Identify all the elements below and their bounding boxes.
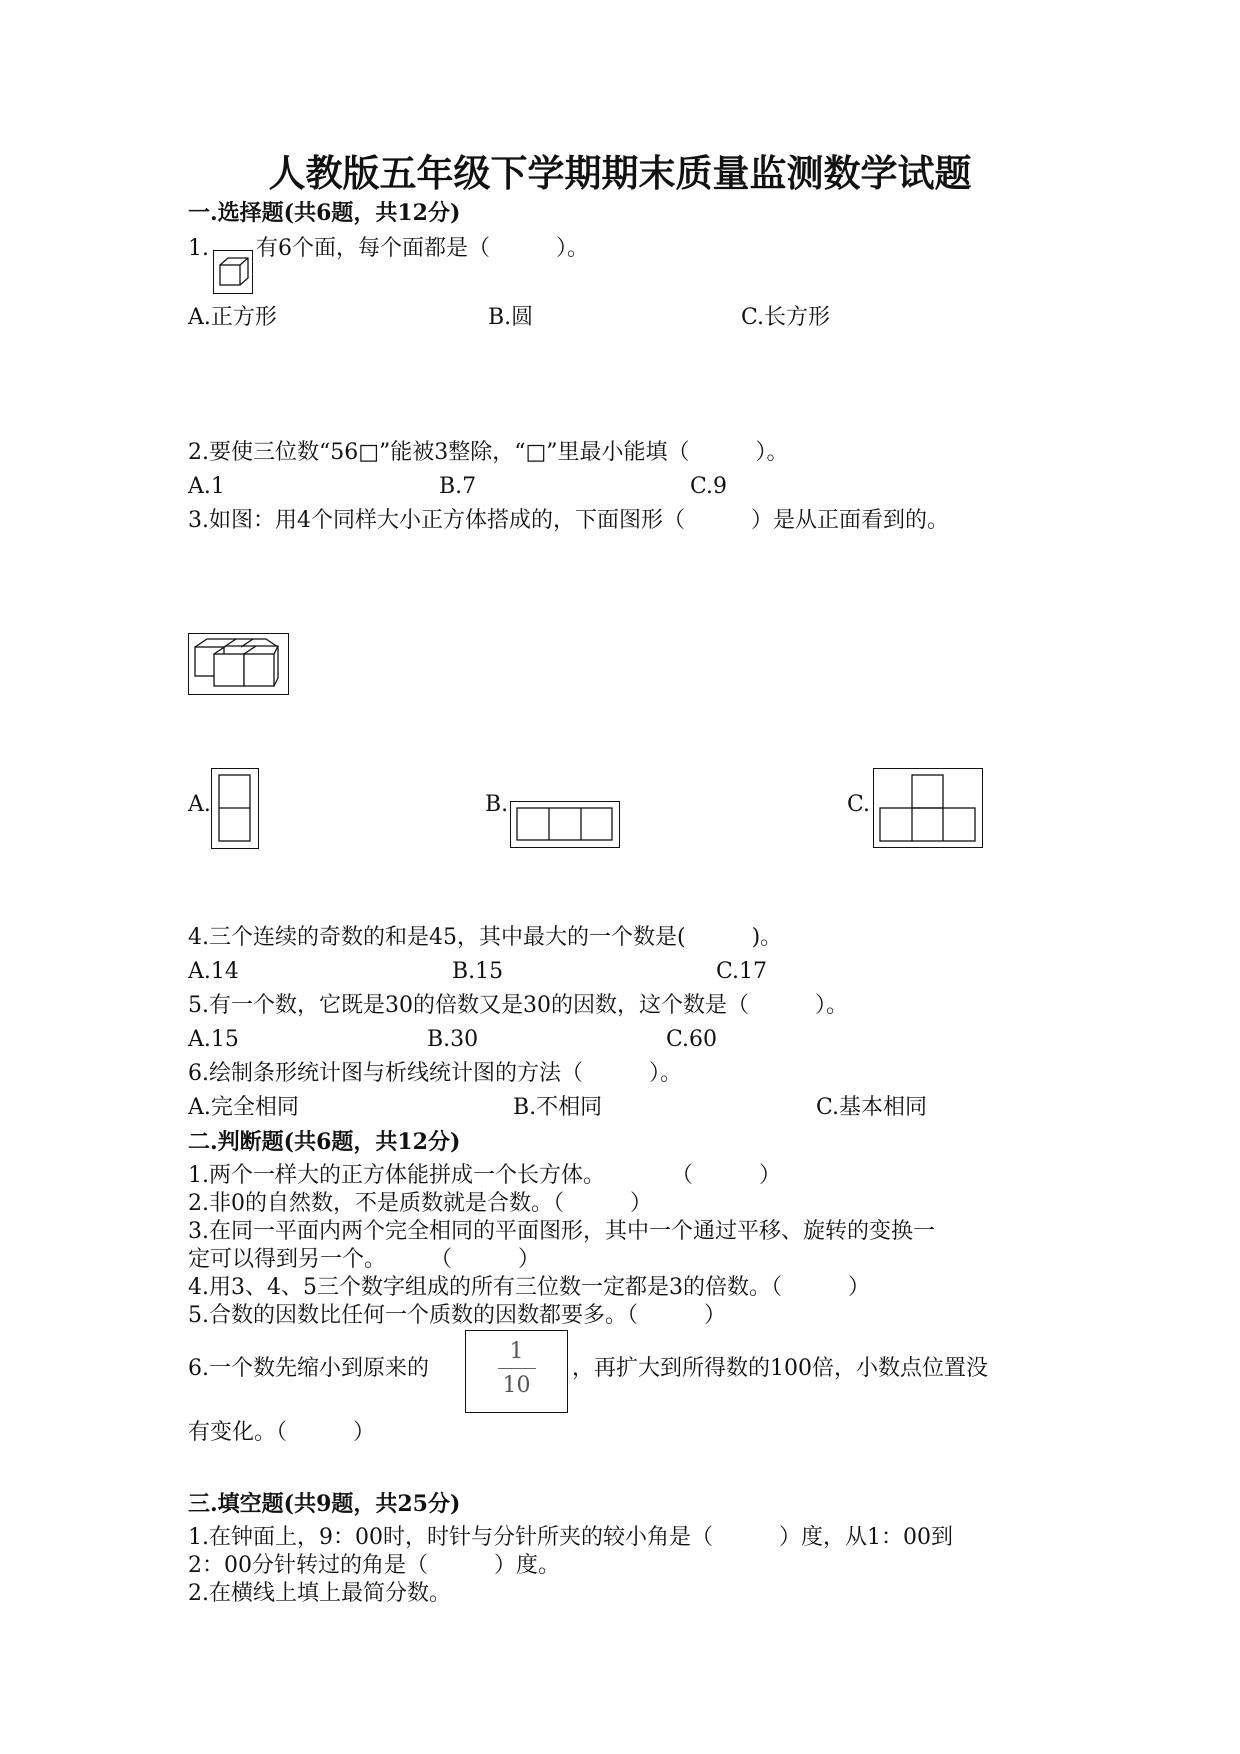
q3-option-b: B. [485,792,509,817]
section-header-fill: 三.填空题(共9题，共25分) [188,1491,461,1517]
q1-text: 有6个面，每个面都是（ ）。 [256,236,589,261]
judge-q2: 2.非0的自然数，不是质数就是合数。（ ） [188,1191,652,1216]
fill-q1-line1: 1.在钟面上，9：00时，时针与分针所夹的较小角是（ ）度，从1：00到 [188,1525,953,1550]
q3-option-c: C. [847,792,871,817]
fraction-numerator: 1 [509,1339,524,1364]
three-squares-row [510,801,620,848]
q1-option-b: B.圆 [488,305,534,330]
section-header-judge: 二.判断题(共6题，共12分) [188,1129,461,1155]
judge-q4: 4.用3、4、5三个数字组成的所有三位数一定都是3的倍数。（ ） [188,1275,870,1300]
fill-q1-line2: 2：00分针转过的角是（ ）度。 [188,1553,560,1578]
q5-option-c: C.60 [666,1027,718,1052]
judge-q1: 1.两个一样大的正方体能拼成一个长方体。 （ ） [188,1163,781,1188]
q1-option-a: A.正方形 [188,305,277,330]
q1-number: 1. [188,236,209,261]
q1-option-c: C.长方形 [741,305,831,330]
q2-text: 2.要使三位数“56□”能被3整除，“□”里最小能填（ ）。 [188,440,789,465]
judge-q6-prefix: 6.一个数先缩小到原来的 [188,1356,429,1381]
judge-q6-line2: 有变化。（ ） [188,1420,376,1445]
two-squares-vertical [211,768,259,849]
four-cubes-drawing [188,633,289,695]
page-title: 人教版五年级下学期期末质量监测数学试题 [268,151,972,195]
q5-text: 5.有一个数，它既是30的倍数又是30的因数，这个数是（ ）。 [188,993,848,1018]
fraction-one-tenth [465,1330,568,1413]
q6-option-c: C.基本相同 [816,1095,928,1120]
q2-option-a: A.1 [188,474,225,499]
t-shape-four-squares [873,768,983,848]
fraction-bar [498,1368,536,1369]
judge-q3-line1: 3.在同一平面内两个完全相同的平面图形，其中一个通过平移、旋转的变换一 [188,1219,935,1244]
judge-q5: 5.合数的因数比任何一个质数的因数都要多。（ ） [188,1303,726,1328]
q2-option-c: C.9 [690,474,728,499]
fill-q2: 2.在横线上填上最简分数。 [188,1581,451,1606]
cube-icon [213,250,253,294]
q2-option-b: B.7 [439,474,477,499]
judge-q6-suffix: ，再扩大到所得数的100倍，小数点位置没 [572,1356,988,1381]
section-header-choice: 一.选择题(共6题，共12分) [188,200,461,226]
q6-option-b: B.不相同 [513,1095,603,1120]
judge-q3-line2: 定可以得到另一个。 （ ） [188,1247,541,1272]
q4-option-c: C.17 [716,959,768,984]
q6-text: 6.绘制条形统计图与析线统计图的方法（ ）。 [188,1061,682,1086]
q4-text: 4.三个连续的奇数的和是45，其中最大的一个数是( )。 [188,925,783,950]
fraction-denominator: 10 [502,1373,531,1398]
q5-option-a: A.15 [188,1027,239,1052]
q5-option-b: B.30 [427,1027,479,1052]
q4-option-b: B.15 [452,959,504,984]
q6-option-a: A.完全相同 [188,1095,299,1120]
q4-option-a: A.14 [188,959,239,984]
q3-option-a: A. [188,792,211,817]
q3-text: 3.如图：用4个同样大小正方体搭成的，下面图形（ ）是从正面看到的。 [188,508,949,533]
